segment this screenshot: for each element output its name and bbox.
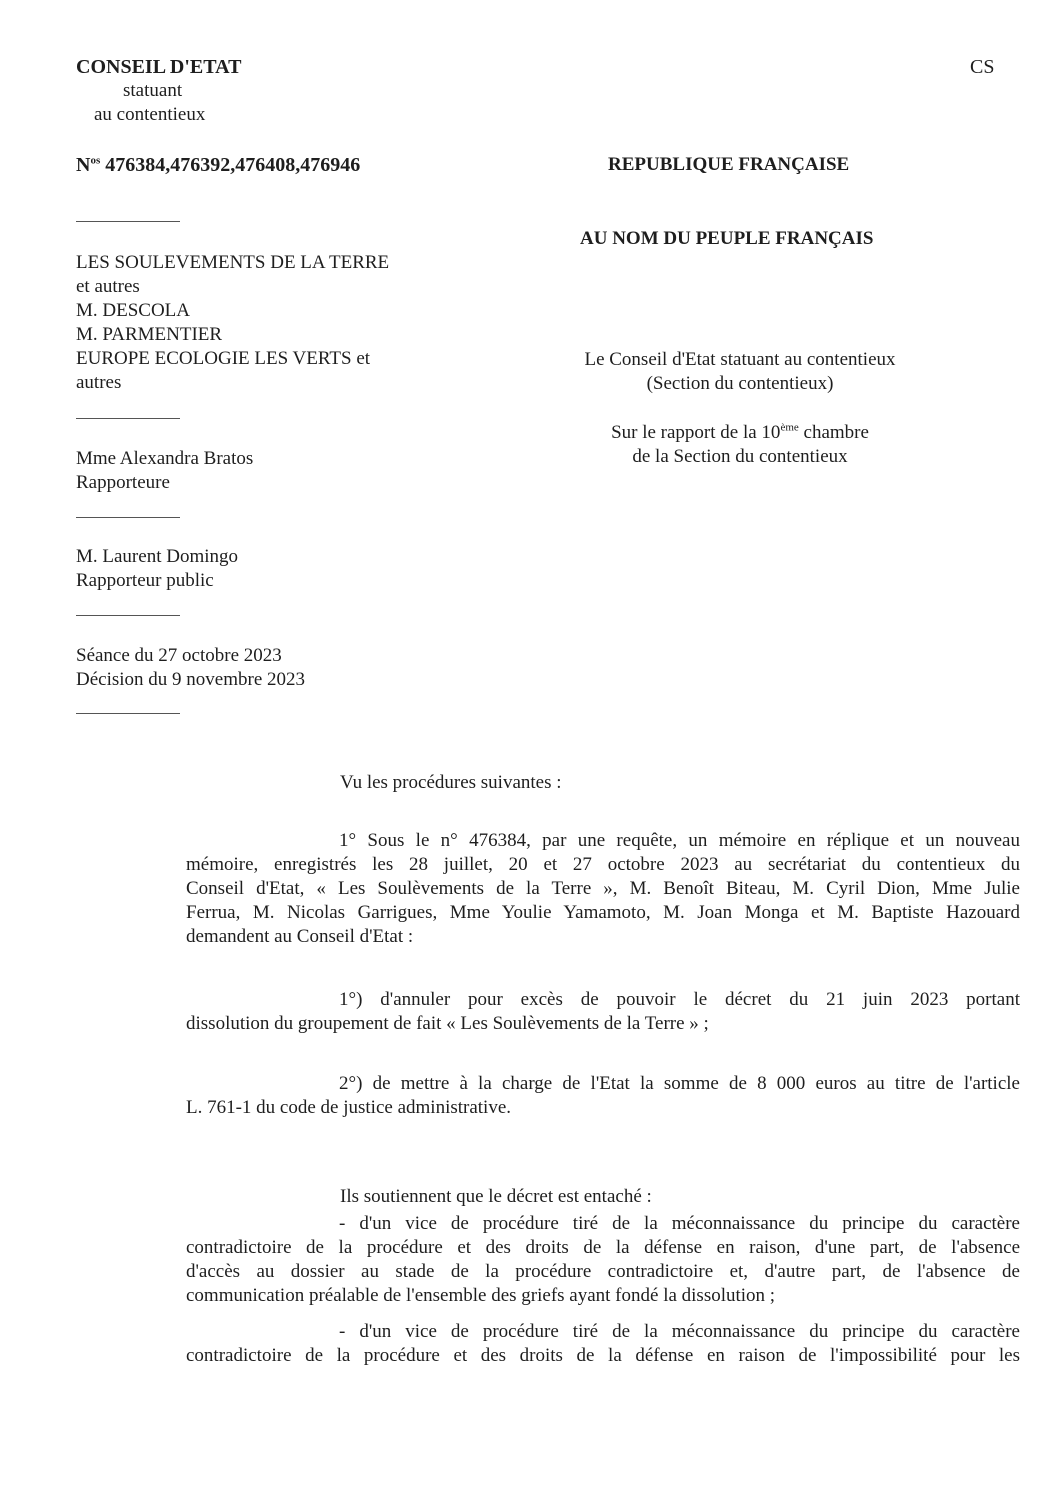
paragraph-moyen-2 (186, 1320, 1020, 1368)
separator-rule (76, 713, 180, 714)
rapporteure-role: Rapporteure (76, 472, 170, 493)
case-numbers-sup: os (90, 154, 101, 167)
paragraph-line: mémoire, enregistrés les 28 juillet, 20 et 27 octobre 2023 au secrétariat du contentieux du (186, 854, 1020, 875)
paragraph-moyens-intro: Ils soutiennent que le décret est entaché : (340, 1186, 652, 1207)
paragraph-line: L. 761-1 du code de justice administrative. (186, 1097, 512, 1118)
paragraph-line: Conseil d'Etat, « Les Soulèvements de la Terre », M. Benoît Biteau, M. Cyril Dion, Mme Julie (186, 878, 1020, 899)
formation-line: (Section du contentieux) (646, 373, 834, 394)
party-line: LES SOULEVEMENTS DE LA TERRE (76, 252, 390, 273)
court-name: CONSEIL D'ETAT (76, 56, 242, 78)
paragraph-line: demandent au Conseil d'Etat : (186, 926, 414, 947)
party-line: autres (76, 372, 122, 393)
paragraph-line: - d'un vice de procédure tiré de la méconnaissance du principe du caractère (339, 1213, 1020, 1234)
formation-rapport-sup: ème (780, 421, 799, 434)
court-sub-contentieux: au contentieux (94, 104, 206, 125)
paragraph-line: contradictoire de la procédure et des droits de la défense en raison de l'impossibilité pour les (186, 1345, 1020, 1366)
decision-date: Décision du 9 novembre 2023 (76, 669, 306, 690)
case-numbers (76, 154, 360, 177)
party-line: EUROPE ECOLOGIE LES VERTS et (76, 348, 371, 369)
paragraph-line: contradictoire de la procédure et des droits de la défense en raison, d'une part, de l'absence (186, 1237, 1020, 1258)
paragraph-requete (186, 829, 1020, 949)
paragraph-moyen-1 (186, 1212, 1020, 1308)
document-code: CS (970, 56, 995, 78)
rapporteure-name: Mme Alexandra Bratos (76, 448, 254, 469)
paragraph-annuler (186, 988, 1020, 1036)
paragraph-line: d'accès au dossier au stade de la procédure contradictoire et, d'autre part, de l'absence de (186, 1261, 1020, 1282)
republic-heading: REPUBLIQUE FRANÇAISE (608, 154, 850, 175)
people-heading: AU NOM DU PEUPLE FRANÇAIS (580, 228, 874, 249)
paragraph-line: 1°) d'annuler pour excès de pouvoir le décret du 21 juin 2023 portant (339, 989, 1020, 1010)
separator-rule (76, 517, 180, 518)
paragraph-line: 1° Sous le n° 476384, par une requête, un mémoire en réplique et un nouveau (339, 830, 1020, 851)
formation-line: Le Conseil d'Etat statuant au contentieux (584, 349, 896, 370)
formation-rapport-text: Sur le rapport de la 10 (611, 422, 781, 443)
case-numbers-list: 476384,476392,476408,476946 (105, 154, 361, 176)
party-line: M. PARMENTIER (76, 324, 223, 345)
paragraph-line: communication préalable de l'ensemble des griefs ayant fondé la dissolution ; (186, 1285, 776, 1306)
case-numbers-prefix: N (76, 154, 91, 176)
court-sub-statuant: statuant (123, 80, 183, 101)
separator-rule (76, 418, 180, 419)
formation-rapport-chambre: chambre (798, 422, 869, 443)
rapporteur-public-name: M. Laurent Domingo (76, 546, 239, 567)
formation-line (540, 422, 940, 444)
separator-rule (76, 221, 180, 222)
party-line: et autres (76, 276, 140, 297)
rapporteur-public-role: Rapporteur public (76, 570, 214, 591)
procedures-intro: Vu les procédures suivantes : (340, 772, 562, 793)
separator-rule (76, 615, 180, 616)
paragraph-frais (186, 1072, 1020, 1120)
paragraph-line: - d'un vice de procédure tiré de la méconnaissance du principe du caractère (339, 1321, 1020, 1342)
party-line: M. DESCOLA (76, 300, 191, 321)
paragraph-line: 2°) de mettre à la charge de l'Etat la somme de 8 000 euros au titre de l'article (339, 1073, 1020, 1094)
paragraph-line: dissolution du groupement de fait « Les Soulèvements de la Terre » ; (186, 1013, 709, 1034)
paragraph-line: Ferrua, M. Nicolas Garrigues, Mme Youlie Yamamoto, M. Joan Monga et M. Baptiste Hazouard (186, 902, 1020, 923)
seance-date: Séance du 27 octobre 2023 (76, 645, 282, 666)
formation-line: de la Section du contentieux (632, 446, 848, 467)
